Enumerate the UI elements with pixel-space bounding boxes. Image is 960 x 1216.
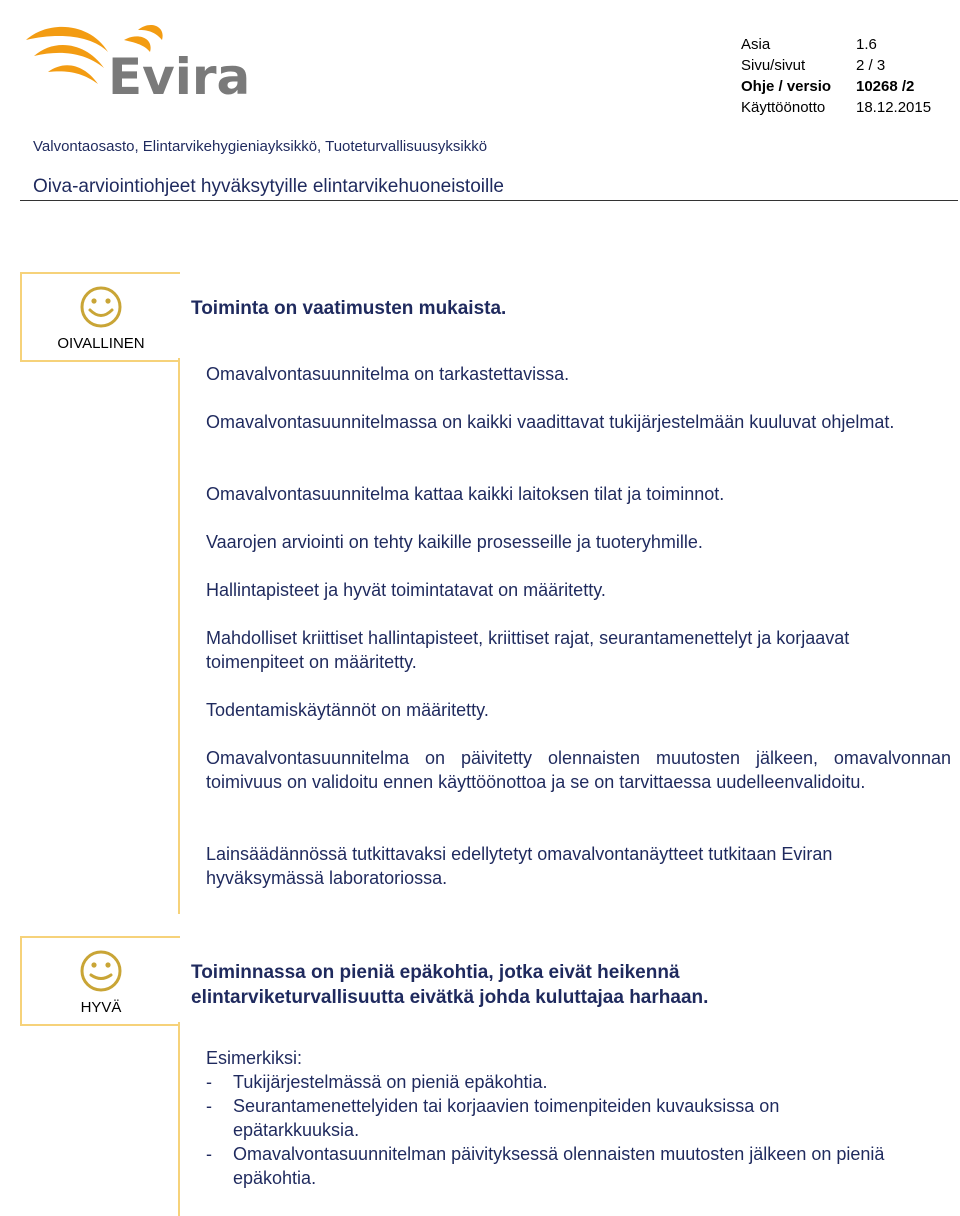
rating-label: HYVÄ <box>80 999 122 1016</box>
smiley-icon <box>79 949 123 993</box>
examples-intro: Esimerkiksi: <box>206 1048 303 1068</box>
meta-row <box>741 97 931 118</box>
section-heading: Toiminnassa on pieniä epäkohtia, jotka eivät heikennä elintarviketurvallisuutta eivätkä johda kuluttajaa harhaan. <box>191 962 709 1008</box>
list-item-text: Tukijärjestelmässä on pieniä epäkohtia. <box>233 1072 548 1092</box>
document-title: Oiva-arviointiohjeet hyväksytyille elintarvikehuoneistoille <box>33 176 505 197</box>
section-divider-line <box>178 1022 180 1216</box>
meta-key: Ohje / versio <box>741 78 832 95</box>
evira-logo <box>20 22 270 102</box>
meta-value: 18.12.2015 <box>856 99 932 116</box>
criteria-item: Hallintapisteet ja hyvät toimintatavat on määritetty. <box>206 580 606 600</box>
rating-box-hyva <box>20 936 180 1026</box>
criteria-item: Lainsäädännössä tutkittavaksi edellytetyt omavalvontanäytteet tutkitaan Eviran hyväksymässä laboratoriossa. <box>206 844 833 888</box>
logo-wordmark: Evira <box>108 48 251 102</box>
smiley-icon <box>79 285 123 329</box>
rating-label: OIVALLINEN <box>57 335 145 352</box>
section-heading: Toiminta on vaatimusten mukaista. <box>191 298 507 319</box>
meta-key: Asia <box>741 36 771 53</box>
list-item-text: Seurantamenettelyiden tai korjaavien toimenpiteiden kuvauksissa on epätarkkuuksia. <box>233 1096 780 1140</box>
section-divider-line <box>178 358 180 914</box>
meta-row <box>741 76 931 97</box>
list-item <box>206 1142 893 1190</box>
meta-row <box>741 55 931 76</box>
criteria-item: Omavalvontasuunnitelma on päivitetty olennaisten muutosten jälkeen, omavalvonnan toimivuus on validoitu ennen käyttöönottoa ja se on tarvittaessa uudelleenvalidoitu. <box>206 748 951 792</box>
header-divider <box>20 200 958 201</box>
criteria-item: Vaarojen arviointi on tehty kaikille prosesseille ja tuoteryhmille. <box>206 532 703 552</box>
meta-value: 2 / 3 <box>856 57 886 74</box>
meta-key: Sivu/sivut <box>741 57 806 74</box>
bullet-dash: - <box>206 1072 212 1092</box>
list-item <box>206 1094 893 1142</box>
criteria-item: Todentamiskäytännöt on määritetty. <box>206 700 489 720</box>
list-item <box>206 1070 893 1094</box>
meta-key: Käyttöönotto <box>741 99 826 116</box>
bullet-dash: - <box>206 1144 212 1164</box>
document-meta <box>741 34 931 118</box>
evira-logo-mark <box>20 22 270 102</box>
criteria-item: Omavalvontasuunnitelma on tarkastettavissa. <box>206 364 570 384</box>
rating-box-oivallinen <box>20 272 180 362</box>
criteria-item: Omavalvontasuunnitelmassa on kaikki vaadittavat tukijärjestelmään kuuluvat ohjelmat. <box>206 412 895 432</box>
criteria-item: Mahdolliset kriittiset hallintapisteet, kriittiset rajat, seurantamenettelyt ja korjaavat toimenpiteet on määritetty. <box>206 628 850 672</box>
meta-value: 10268 /2 <box>856 78 915 95</box>
examples-list <box>206 1046 893 1190</box>
bullet-dash: - <box>206 1096 212 1116</box>
criteria-item: Omavalvontasuunnitelma kattaa kaikki laitoksen tilat ja toiminnot. <box>206 484 725 504</box>
meta-value: 1.6 <box>856 36 877 53</box>
list-item-text: Omavalvontasuunnitelman päivityksessä olennaisten muutosten jälkeen on pieniä epäkohtia. <box>233 1144 885 1188</box>
department-line: Valvontaosasto, Elintarvikehygieniayksikkö, Tuoteturvallisuusyksikkö <box>33 138 488 155</box>
meta-row <box>741 34 931 55</box>
